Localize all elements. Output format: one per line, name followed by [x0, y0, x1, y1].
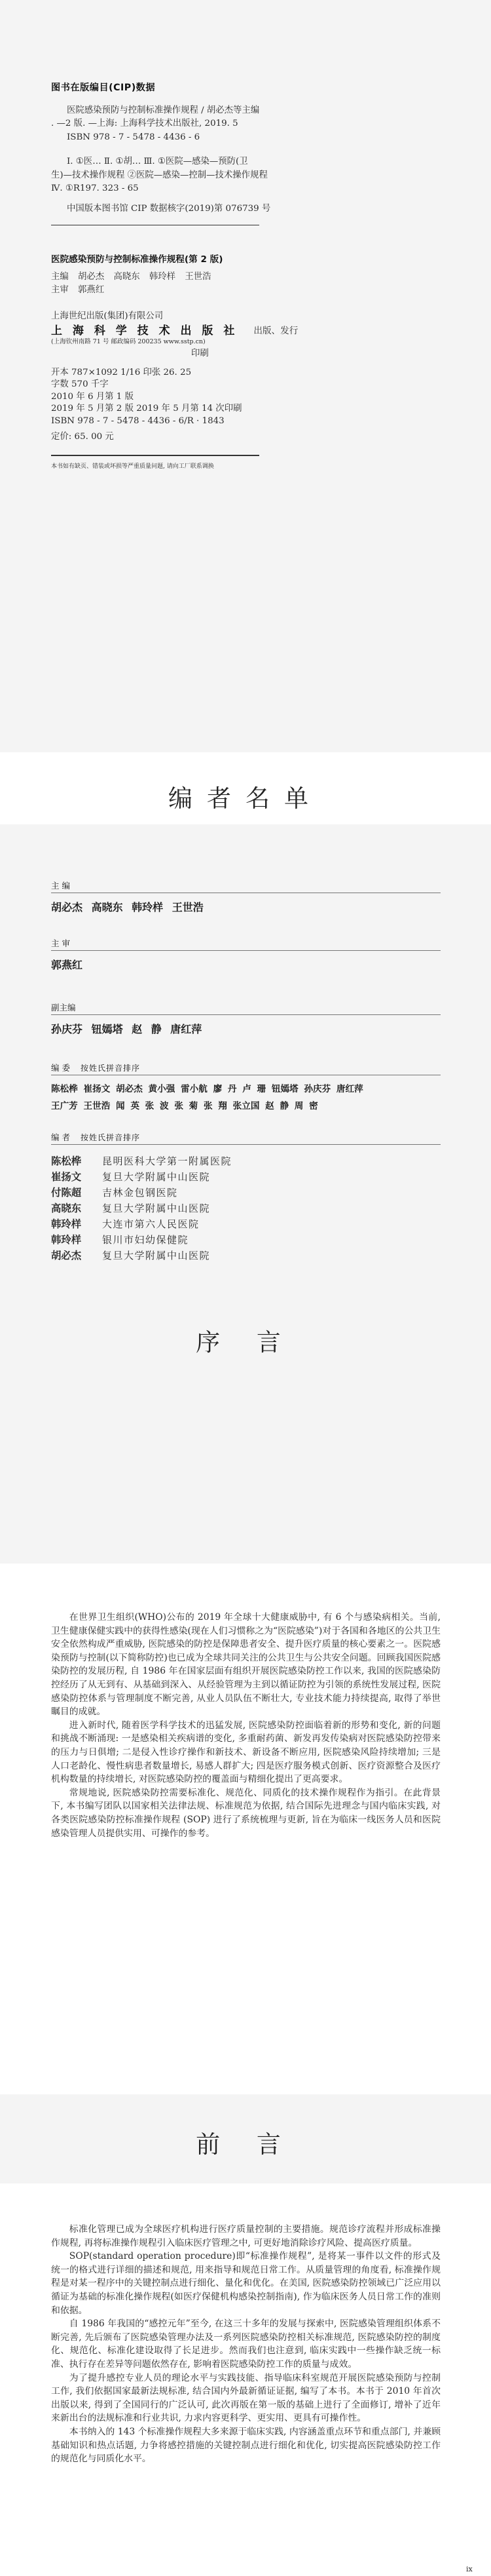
institution-row: 陈松桦 昆明医科大学第一附属医院 [51, 1155, 232, 1167]
institutions-label: 编 者 [51, 1132, 70, 1142]
institution-row: 韩玲样 大连市第六人民医院 [51, 1218, 200, 1230]
spec-line: 2019 年 5 月第 2 版 2019 年 5 月第 14 次印刷 [51, 404, 242, 414]
page-number: ix [466, 2565, 473, 2573]
publisher-name: 上 海 科 学 技 术 出 版 社 [51, 324, 238, 337]
cip-line: ISBN 978 - 7 - 5478 - 4436 - 6 [67, 132, 200, 142]
spec-line: 开本 787×1092 1/16 印张 26. 25 [51, 368, 192, 377]
foreword-paragraph: SOP(standard operation procedure)即“标准操作规程”, 是将某一事件以文件的形式及统一的格式进行详细的描述和规范, 用来指导和规范日常工作。从质量管理的角度看, 标准操作规程是对某一程序中的关键控制点进行细化、量化和优化。在美国, 医院感染防控领域已广泛应用以循证为基础的标准化操作规程(如医疗保健机构感染控制指南), 作为临床医务人员日常工作的准则和依据。 [51, 2251, 441, 2316]
institution-row: 高晓东 复旦大学附属中山医院 [51, 1202, 211, 1214]
editors-list [0, 824, 491, 1564]
compilers-label: 编 委 [51, 1063, 70, 1073]
publisher-group: 上海世纪出版(集团)有限公司 [51, 311, 164, 321]
credit-row: 主审 郭燕红 [51, 285, 105, 295]
preface-page [0, 1564, 491, 2094]
institution-row: 胡必杰 复旦大学附属中山医院 [51, 1250, 211, 1261]
classification-line: Ⅰ. ①医… Ⅱ. ①胡… Ⅲ. ①医院—感染—预防(卫 [67, 157, 248, 166]
chief-editors: 胡必杰 高晓东 韩玲样 王世浩 [51, 901, 204, 913]
institutions-hint: 按姓氏拼音排序 [80, 1133, 140, 1142]
spec-line: 2010 年 6 月第 1 版 [51, 391, 134, 402]
book-title: 医院感染预防与控制标准操作规程(第 2 版) [51, 254, 223, 265]
rule [51, 1014, 441, 1015]
cip-title: 图书在版编目(CIP)数据 [51, 83, 156, 93]
foreword-title-band [0, 2094, 491, 2183]
foreword-paragraph: 标准化管理已成为全球医疗机构进行医疗质量控制的主要措施。规范诊疗流程并形成标准操作规程, 再将标准操作规程引入临床医疗管理之中, 可更好地消除诊疗风险、提高医疗质量。 [51, 2224, 441, 2248]
foreword-page [0, 2183, 491, 2576]
preface-paragraph: 在世界卫生组织(WHO)公布的 2019 年全球十大健康威胁中, 有 6 个与感染病相关。当前, 卫生健康保健实践中的获得性感染(现在人们习惯称之为“医院感染”)对于各国和各地区的公共卫生安全依然构成严重威胁, 医院感染的防控是保障患者安全、提升医疗质量的核心要素之一。医院感染预防与控制(以下简称防控)也已成为全球共同关注的公共卫生与公共安全问题。回顾我国医院感染防控的发展历程, 自 1986 年在国家层面有组织开展医院感染防控工作以来, 我国的医院感染防控经历了从无到有、从基础到深入、从经验管理为主到以循证防控为引领的系统性发展过程, 医院感染防控体系与管理制度不断完善, 从业人员队伍不断壮大, 专业技术能力持续提高, 取得了举世瞩目的成就。 [51, 1612, 441, 1718]
price: 定价: 65. 00 元 [51, 432, 114, 442]
deputy-editors: 孙庆芬 钮嫣塔 赵 静 唐红萍 [51, 1023, 202, 1035]
foreword-section-title: 前 言 [196, 2130, 295, 2159]
preface-section-title: 序 言 [196, 1328, 295, 1356]
role-label: 主 编 [51, 881, 70, 891]
printer-line: 印刷 [191, 348, 209, 358]
role-label: 副主编 [51, 1003, 76, 1012]
preface-paragraph: 常规地说, 医院感染防控需要标准化、规范化、同质化的技术操作规程作为指引。在此背景下, 本书编写团队以国家相关法律法规、标准规范为依据, 结合国际先进理念与国内临床实践, 对各类医院感染防控标准操作规程 (SOP) 进行了系统梳理与更新, 旨在为临床一线医务人员和医院感染管理人员提供实用、可操作的参考。 [51, 1787, 441, 1839]
print-specs [51, 367, 491, 443]
cip-line: 医院感染预防与控制标准操作规程 / 胡必杰等主编 [67, 105, 260, 115]
institution-row: 付陈超 吉林金包钢医院 [51, 1187, 178, 1199]
preface-paragraph: 进入新时代, 随着医学科学技术的迅猛发展, 医院感染防控面临着新的形势和变化, 新的问题和挑战不断涌现: 一是感染相关疾病谱的变化, 多重耐药菌、新发再发传染病对医院感染防控带来的压力与日俱增; 二是侵入性诊疗操作和新技术、新设备不断应用, 医院感染风险持续增加; 三是人口老龄化、慢性病患者数量增长, 易感人群扩大; 四是医疗服务模式创新、医疗资源整合及医疗机构数量的持续增长, 对医院感染防控的覆盖面与精细化提出了更高要求。 [51, 1720, 441, 1785]
rule [51, 1144, 441, 1145]
cip-number: 中国版本图书馆 CIP 数据核字(2019)第 076739 号 [67, 203, 271, 214]
publisher-address: (上海钦州南路 71 号 邮政编码 200235 www.sstp.cn) [51, 337, 206, 345]
quality-notice: 本书如有缺页、错装或坏损等严重质量问题, 请向工厂联系调换 [51, 463, 214, 471]
publisher-block [51, 309, 491, 346]
cip-line: . —2 版. —上海: 上海科学技术出版社, 2019. 5 [51, 119, 238, 128]
copyright-page [0, 0, 491, 752]
chief-reviewer: 郭燕红 [51, 959, 83, 971]
foreword-paragraph: 为了提升感控专业人员的理论水平与实践技能、指导临床科室规范开展医院感染预防与控制工作, 我们依据国家最新法规标准, 结合国内外最新循证证据, 编写了本书。本书于 2010 年首次出版以来, 得到了全国同行的广泛认可, 此次再版在第一版的基础上进行了全面修订, 增补了近年来新出台的法规标准和行业共识, 力求内容更科学、更实用、更具有可操作性。 [51, 2372, 441, 2424]
foreword-paragraph: 本书纳入的 143 个标准操作规程大多来源于临床实践, 内容涵盖重点环节和重点部门, 并兼顾基础知识和热点话题, 力争将感控措施的关键控制点进行细化和优化, 切实提高医院感染防控工作的规范化与同质化水平。 [51, 2426, 441, 2465]
foreword-body [51, 2223, 441, 2466]
classification-line: 生)—技术操作规程 ②医院—感染—控制—技术操作规程 [51, 170, 268, 180]
preface-body [51, 1611, 441, 1840]
role-label [51, 1062, 140, 1073]
institution-row: 韩玲样 银川市妇幼保健院 [51, 1234, 189, 1246]
credit-row: 主编 胡必杰 高晓东 韩玲样 王世浩 [51, 271, 211, 282]
foreword-paragraph: 自 1986 年我国的“感控元年”至今, 在这三十多年的发展与探索中, 医院感染管理组织体系不断完善, 先后颁布了医院感染管理办法及一系列医院感染防控相关标准规范, 医院感染防控的制度化、规范化、标准化建设取得了长足进步。然而我们也注意到, 临床实践中一些操作缺乏统一标准、执行存在差异等问题依然存在, 影响着医院感染防控工作的质量与成效。 [51, 2318, 441, 2370]
role-label [51, 1131, 140, 1143]
compilers-row: 王广芳 王世浩 闻 英 张 波 张 菊 张 翔 张立国 赵 静 周 密 [51, 1101, 318, 1111]
compilers-hint: 按姓氏拼音排序 [80, 1064, 140, 1073]
compilers-row: 陈松桦 崔扬文 胡必杰 黄小强 雷小航 廖 丹 卢 珊 钮嫣塔 孙庆芬 唐红萍 [51, 1084, 363, 1094]
publisher-action: 出版、发行 [253, 325, 299, 336]
classification-line: Ⅳ. ①R197. 323 - 65 [51, 183, 139, 193]
spec-line: ISBN 978 - 7 - 5478 - 4436 - 6/R · 1843 [51, 415, 225, 426]
spec-line: 字数 570 千字 [51, 379, 109, 390]
editors-section-title: 编者名单 [168, 784, 323, 813]
institution-row: 崔扬文 复旦大学附属中山医院 [51, 1171, 211, 1183]
rule [51, 950, 441, 951]
divider [51, 455, 259, 456]
editors-title-band [0, 752, 491, 824]
role-label: 主 审 [51, 938, 70, 948]
